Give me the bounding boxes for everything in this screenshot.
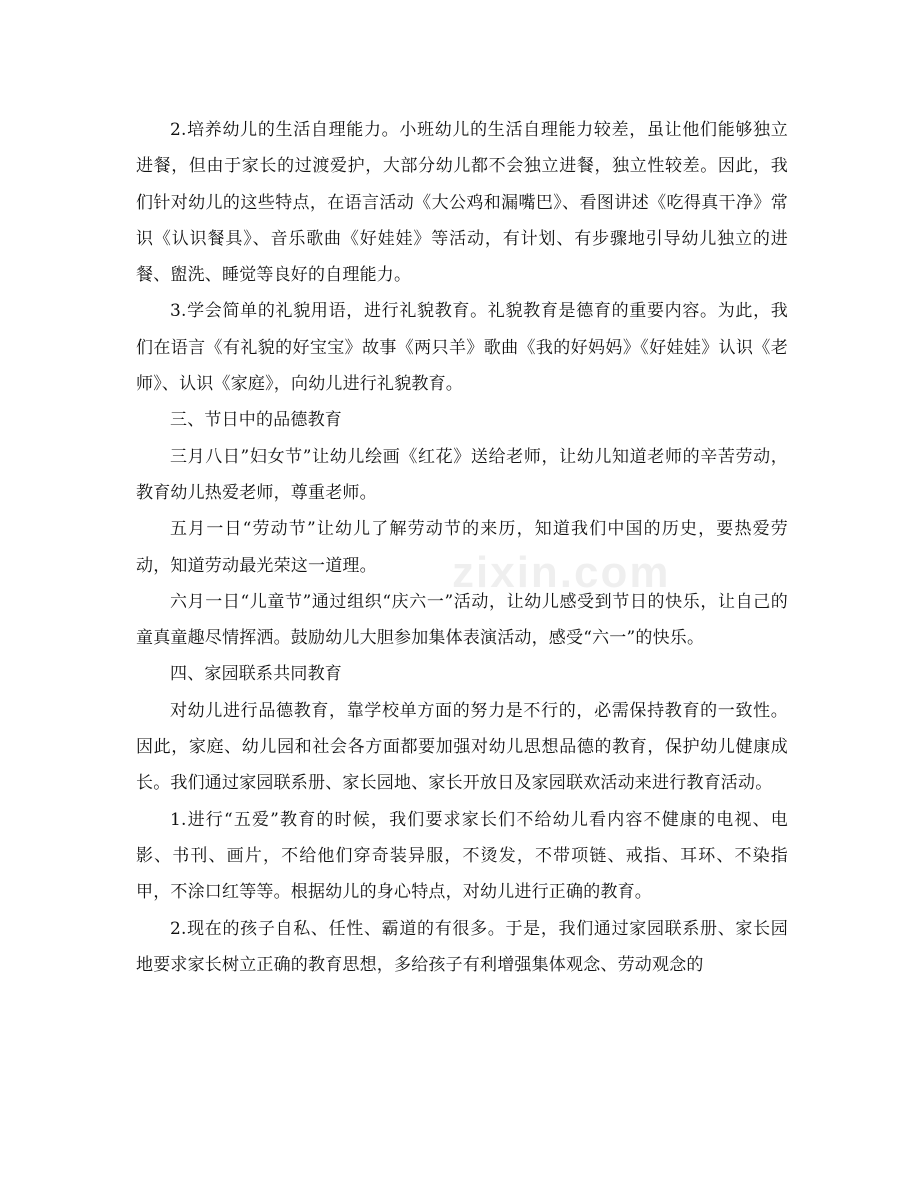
paragraph-consistency: 对幼儿进行品德教育，靠学校单方面的努力是不行的，必需保持教育的一致性。因此，家庭、幼儿园和社会各方面都要加强对幼儿思想品德的教育，保护幼儿健康成长。我们通过家园联系册、家长园地、家长开放日及家园联欢活动来进行教育活动。 <box>136 700 788 794</box>
document-body <box>136 112 788 983</box>
paragraph-selfish-children: 2.现在的孩子自私、任性、霸道的有很多。于是，我们通过家园联系册、家长园地要求家长树立正确的教育思想，多给孩子有利增强集体观念、劳动观念的 <box>136 918 788 975</box>
paragraph-womens-day: 三月八日”妇女节”让幼儿绘画《红花》送给老师，让幼儿知道老师的辛苦劳动，教育幼儿热爱老师，尊重老师。 <box>136 446 788 503</box>
watermark: zixin.com <box>452 548 671 597</box>
paragraph-labor-day: 五月一日“劳动节”让幼儿了解劳动节的来历，知道我们中国的历史，要热爱劳动，知道劳动最光荣这一道理。 <box>136 519 788 576</box>
paragraph-childrens-day: 六月一日“儿童节”通过组织“庆六一”活动，让幼儿感受到节日的快乐，让自己的童真童趣尽情挥洒。鼓励幼儿大胆参加集体表演活动，感受“六一”的快乐。 <box>136 591 788 649</box>
paragraph-self-care: 2.培养幼儿的生活自理能力。小班幼儿的生活自理能力较差，虽让他们能够独立进餐，但由于家长的过渡爱护，大部分幼儿都不会独立进餐，独立性较差。因此，我们针对幼儿的这些特点，在语言活动《大公鸡和漏嘴巴》、看图讲述《吃得真干净》常识《认识餐具》、音乐歌曲《好娃娃》等活动，有计划、有步骤地引导幼儿独立的进餐、盥洗、睡觉等良好的自理能力。 <box>136 120 788 286</box>
paragraph-courtesy: 3.学会简单的礼貌用语，进行礼貌教育。礼貌教育是德育的重要内容。为此，我们在语言《有礼貌的好宝宝》故事《两只羊》歌曲《我的好妈妈》《好娃娃》认识《老师》、认识《家庭》，向幼儿进行礼貌教育。 <box>136 301 788 395</box>
section-heading-home-school: 四、家园联系共同教育 <box>170 664 342 685</box>
section-heading-holidays: 三、节日中的品德教育 <box>170 410 342 431</box>
paragraph-five-loves: 1.进行“五爱”教育的时候，我们要求家长们不给幼儿看内容不健康的电视、电影、书刊、画片，不给他们穿奇装异服，不烫发，不带项链、戒指、耳环、不染指甲，不涂口红等等。根据幼儿的身心特点，对幼儿进行正确的教育。 <box>136 809 788 903</box>
